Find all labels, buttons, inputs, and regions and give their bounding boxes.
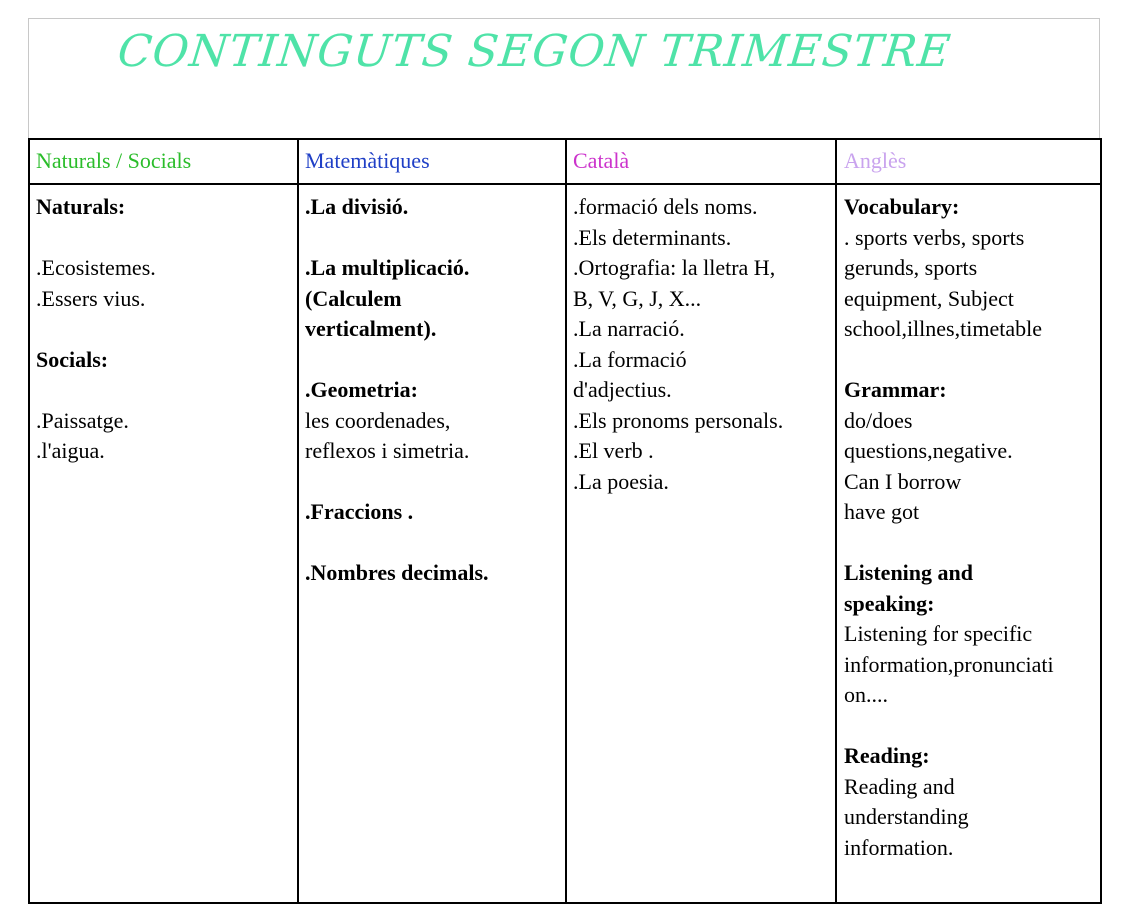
header-naturals-socials: Naturals / Socials (36, 148, 192, 173)
list-item: .Fraccions . (305, 499, 414, 524)
list-item: Listening for specific (844, 621, 1033, 646)
list-item: .Ortografia: la lletra H, (573, 255, 776, 280)
column-divider (565, 140, 567, 902)
list-item: .Paissatge. (36, 407, 129, 433)
list-item: .Els pronoms personals. (573, 407, 784, 433)
list-item: .La divisió. (305, 194, 409, 219)
list-item: reflexos i simetria. (305, 438, 470, 463)
vocabulary-heading: Vocabulary: (844, 194, 960, 219)
list-item: .Essers vius. (36, 285, 146, 311)
header-angles: Anglès (844, 148, 907, 173)
column-divider (297, 140, 299, 902)
geometria-heading: .Geometria: (305, 377, 418, 402)
list-item: do/does (844, 407, 913, 433)
listening-heading: speaking: (844, 590, 935, 616)
list-item: questions,negative. (844, 438, 1013, 463)
catala-column (573, 192, 835, 497)
list-item: school,illnes,timetable (844, 316, 1042, 341)
list-item: Can I borrow (844, 468, 962, 494)
list-item: .La multiplicació. (305, 255, 470, 280)
list-item: .La narració. (573, 316, 685, 341)
grammar-heading: Grammar: (844, 377, 947, 402)
list-item: . sports verbs, sports (844, 224, 1025, 250)
socials-heading: Socials: (36, 346, 109, 372)
list-item: .l'aigua. (36, 438, 105, 463)
header-catala: Català (573, 148, 630, 173)
header-matematiques: Matemàtiques (305, 148, 430, 173)
list-item: .El verb . (573, 438, 654, 463)
angles-column (844, 192, 1100, 863)
page-title: CONTINGUTS SEGON TRIMESTRE (115, 26, 954, 77)
column-divider (835, 140, 837, 902)
list-item: equipment, Subject (844, 285, 1014, 311)
list-item: .Nombres decimals. (305, 560, 489, 585)
list-item: information,pronunciati (844, 651, 1054, 677)
list-item: .La formació (573, 346, 687, 372)
list-item: .Els determinants. (573, 224, 732, 250)
list-item: les coordenades, (305, 407, 451, 433)
list-item: .La poesia. (573, 468, 669, 494)
listening-heading: Listening and (844, 560, 973, 585)
list-item: understanding (844, 804, 969, 829)
list-item: B, V, G, J, X... (573, 285, 702, 311)
list-item: have got (844, 499, 920, 524)
list-item: Reading and (844, 773, 955, 799)
list-item: d'adjectius. (573, 377, 672, 402)
list-item: on.... (844, 682, 888, 707)
naturals-heading: Naturals: (36, 194, 126, 219)
list-item: gerunds, sports (844, 255, 978, 280)
list-item: .Ecosistemes. (36, 255, 156, 280)
list-item: (Calculem (305, 285, 402, 311)
list-item: verticalment). (305, 316, 437, 341)
contents-table (28, 138, 1102, 904)
naturals-socials-column (36, 192, 291, 467)
list-item: information. (844, 834, 954, 860)
matematiques-column (305, 192, 560, 589)
reading-heading: Reading: (844, 743, 930, 768)
list-item: .formació dels noms. (573, 194, 758, 219)
